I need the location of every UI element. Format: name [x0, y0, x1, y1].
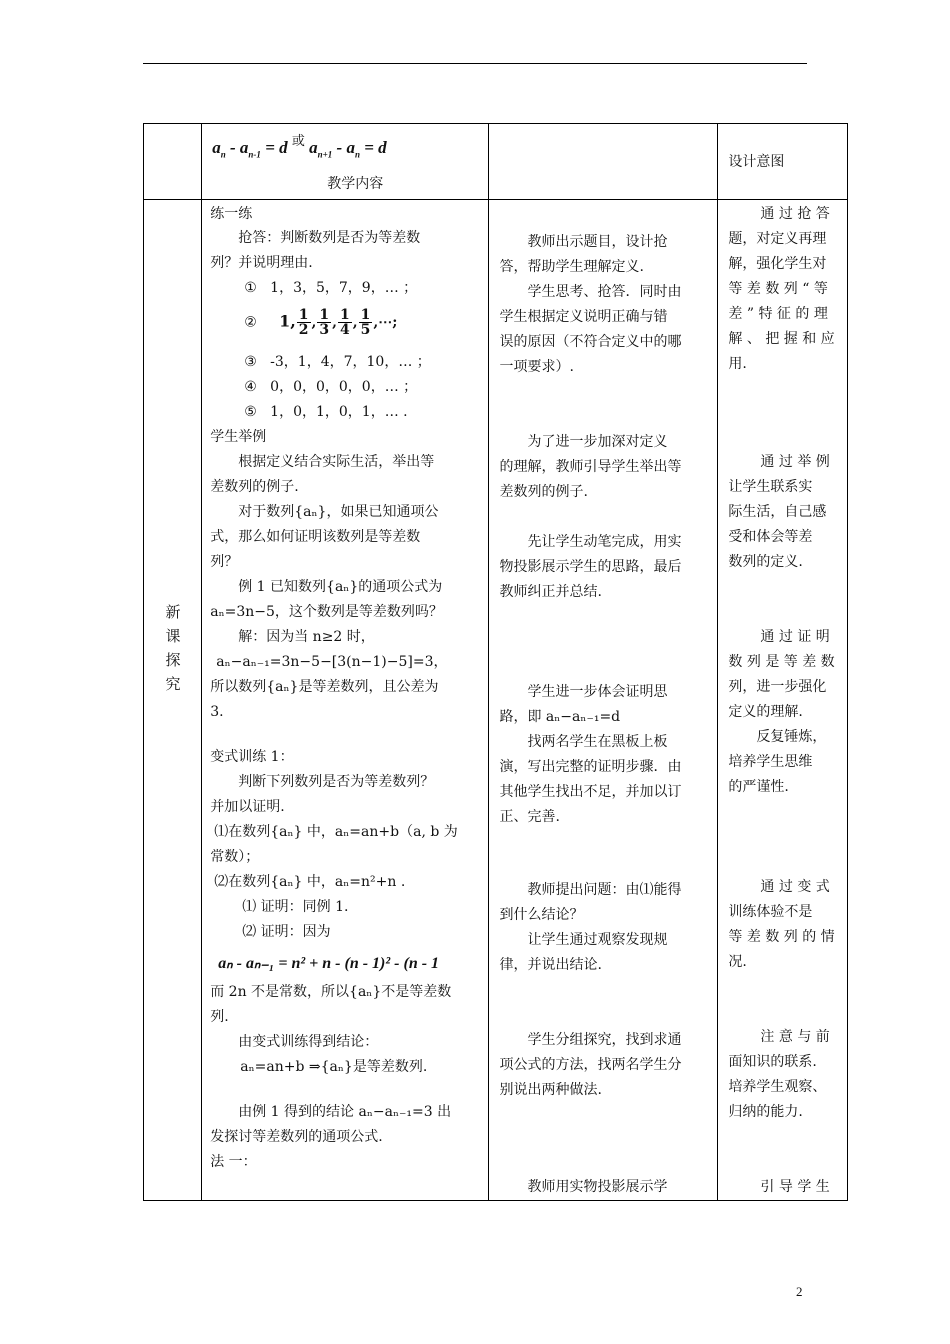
text-line: 教师出示题目，设计抢: [527, 234, 668, 250]
text-line: 找两名学生在黑板上板: [527, 734, 668, 750]
text-line: ⑴在数列{aₙ} 中，aₙ=an+b（a, b 为: [214, 824, 458, 840]
teaching-content: [202, 200, 488, 1200]
text-line: 由变式训练得到结论：: [238, 1034, 379, 1050]
section-label-cell: [144, 200, 202, 1201]
text-line: 际生活，自己感: [728, 504, 827, 520]
text-line: 况.: [728, 954, 747, 970]
text-line: 到什么结论？: [499, 907, 584, 923]
header-design-cell: [718, 124, 848, 200]
text-line: 题，对定义再理: [728, 231, 827, 247]
col-header-design: 设计意图: [728, 154, 785, 170]
text-line: 发探讨等差数列的通项公式.: [210, 1129, 383, 1145]
text-line: 一项要求）.: [499, 359, 574, 375]
text-line: 学生分组探究，找到求通: [527, 1032, 682, 1048]
text-line: 练一练: [210, 206, 253, 222]
text-line: 通 过 抢 答: [760, 206, 830, 222]
proof-formula: aₙ - aₙ₋₁ = n² + n - (n - 1)² - (n - 1: [218, 955, 440, 972]
text-line: 用.: [728, 356, 747, 372]
text-line: 抢答：判断数列是否为等差数: [238, 230, 421, 246]
text-line: 学生进一步体会证明思: [527, 684, 668, 700]
teacher-activity-cell: [489, 200, 718, 1201]
text-line: 由例 1 得到的结论 aₙ−aₙ₋₁=3 出: [238, 1104, 452, 1120]
text-line: 而 2n 不是常数，所以{aₙ}不是等差数: [210, 984, 452, 1000]
header-content-cell: [202, 124, 489, 200]
text-line: 列？并说明理由.: [210, 255, 313, 271]
text-line: 数列的定义.: [728, 554, 803, 570]
text-line: aₙ=3n−5，这个数列是等差数列吗？: [210, 604, 443, 620]
text-line: 反复锤炼，: [756, 729, 827, 745]
text-line: 面知识的联系.: [728, 1054, 817, 1070]
text-line: 所以数列{aₙ}是等差数列，且公差为: [210, 679, 439, 695]
text-line: 解 、 把 握 和 应: [728, 331, 835, 347]
text-line: 为了进一步加深对定义: [527, 434, 668, 450]
example-3: ③ -3，1，4，7，10，… ；: [244, 354, 431, 370]
text-line: 列.: [210, 1009, 229, 1025]
text-line: 误的原因（不符合定义中的哪: [499, 334, 682, 350]
text-line: 解：因为当 n≥2 时，: [238, 629, 375, 645]
text-line: 差数列的例子.: [210, 479, 299, 495]
body-row: [144, 200, 848, 1201]
teacher-activity: [489, 200, 717, 1200]
text-line: 路，即 aₙ−aₙ₋₁=d: [499, 709, 621, 725]
text-line: 训练体验不是: [728, 904, 813, 920]
text-line: 引 导 学 生: [760, 1179, 830, 1195]
text-line: 通 过 变 式: [760, 879, 830, 895]
text-line: 通 过 举 例: [760, 454, 830, 470]
design-intent: [718, 200, 847, 1200]
text-line: 解，强化学生对: [728, 256, 827, 272]
text-line: 演，写出完整的证明步骤．由: [499, 759, 682, 775]
text-line: 3.: [210, 704, 224, 720]
text-line: 先让学生动笔完成，用实: [527, 534, 682, 550]
text-line: 判断下列数列是否为等差数列？: [238, 774, 435, 790]
text-line: 学生举例: [210, 429, 267, 445]
page-number: 2: [796, 1284, 803, 1299]
col-header-content: 教学内容: [327, 176, 384, 192]
text-line: 根据定义结合实际生活，举出等: [238, 454, 435, 470]
text-line: 法 一：: [210, 1154, 257, 1170]
text-line: 等 差 数 列 “ 等: [728, 281, 828, 297]
design-intent-cell: [718, 200, 848, 1201]
example-2: ② 1, $\frac{1}{2}$ , $\frac{1}{3}$ , $\frac{1}{4}$ , $\frac{1}{5}$ ,⋯;: [244, 307, 398, 338]
text-line: 并加以证明.: [210, 799, 285, 815]
text-line: 教师用实物投影展示学: [527, 1179, 668, 1195]
text-line: 项公式的方法，找两名学生分: [499, 1057, 682, 1073]
text-line: 对于数列{aₙ}，如果已知通项公: [238, 504, 439, 520]
text-line: 其他学生找出不足，并加以订: [499, 784, 682, 800]
text-line: 差数列的例子.: [499, 484, 588, 500]
text-line: 列，进一步强化: [728, 679, 827, 695]
text-line: 的严谨性.: [728, 779, 789, 795]
text-line: aₙ=an+b ⇒{aₙ}是等差数列.: [240, 1059, 428, 1075]
text-line: 常数）；: [210, 849, 260, 865]
text-line: 教师提出问题：由⑴能得: [527, 882, 682, 898]
text-line: 列？: [210, 554, 239, 570]
text-line: 培养学生观察、: [728, 1079, 827, 1095]
lesson-plan-table: [143, 123, 848, 1201]
text-line: 学生思考、抢答．同时由: [527, 284, 682, 300]
text-line: 学生根据定义说明正确与错: [499, 309, 668, 325]
text-line: 数 列 是 等 差 数: [728, 654, 835, 670]
teaching-content-cell: [202, 200, 489, 1201]
definition-formula: $a_n - a_{n-1} = d$ $^或$ $a_{n+1} - a_n = d$: [212, 133, 387, 160]
text-line: 注 意 与 前: [760, 1029, 830, 1045]
text-line: 的理解，教师引导学生举出等: [499, 459, 682, 475]
text-line: 式，那么如何证明该数列是等差数: [210, 529, 421, 545]
text-line: ⑵ 证明：因为: [242, 924, 331, 940]
text-line: 让学生联系实: [728, 479, 813, 495]
text-line: ⑴ 证明：同例 1.: [242, 899, 349, 915]
example-1: ① 1，3，5，7，9，… ；: [244, 280, 418, 296]
text-line: 通 过 证 明: [760, 629, 830, 645]
text-line: 正、完善.: [499, 809, 560, 825]
text-line: 等 差 数 列 的 情: [728, 929, 835, 945]
text-line: 物投影展示学生的思路，最后: [499, 559, 682, 575]
header-rule: [143, 63, 807, 64]
text-line: 归纳的能力.: [728, 1104, 803, 1120]
text-line: 培养学生思维: [728, 754, 813, 770]
text-line: 答，帮助学生理解定义.: [499, 259, 644, 275]
header-teacher-cell: [489, 124, 718, 200]
text-line: ⑵在数列{aₙ} 中，aₙ=n²+n .: [214, 874, 406, 890]
text-line: 别说出两种做法.: [499, 1082, 602, 1098]
example-4: ④ 0，0，0，0，0，… ；: [244, 379, 418, 395]
text-line: 定义的理解.: [728, 704, 803, 720]
example-5: ⑤ 1，0，1，0，1，… .: [244, 404, 408, 420]
text-line: 受和体会等差: [728, 529, 813, 545]
or-word: 或: [291, 133, 305, 148]
text-line: 变式训练 1：: [210, 749, 294, 765]
text-line: 律，并说出结论.: [499, 957, 602, 973]
text-line: aₙ−aₙ₋₁=3n−5−[3(n−1)−5]=3，: [216, 654, 448, 670]
header-blank-cell: [144, 124, 202, 200]
text-line: 让学生通过观察发现规: [527, 932, 668, 948]
section-label: 新 课 探 究: [165, 603, 181, 693]
text-line: 例 1 已知数列{aₙ}的通项公式为: [238, 579, 443, 595]
header-row: [144, 124, 848, 200]
text-line: 教师纠正并总结.: [499, 584, 602, 600]
text-line: 差 ” 特 征 的 理: [728, 306, 828, 322]
